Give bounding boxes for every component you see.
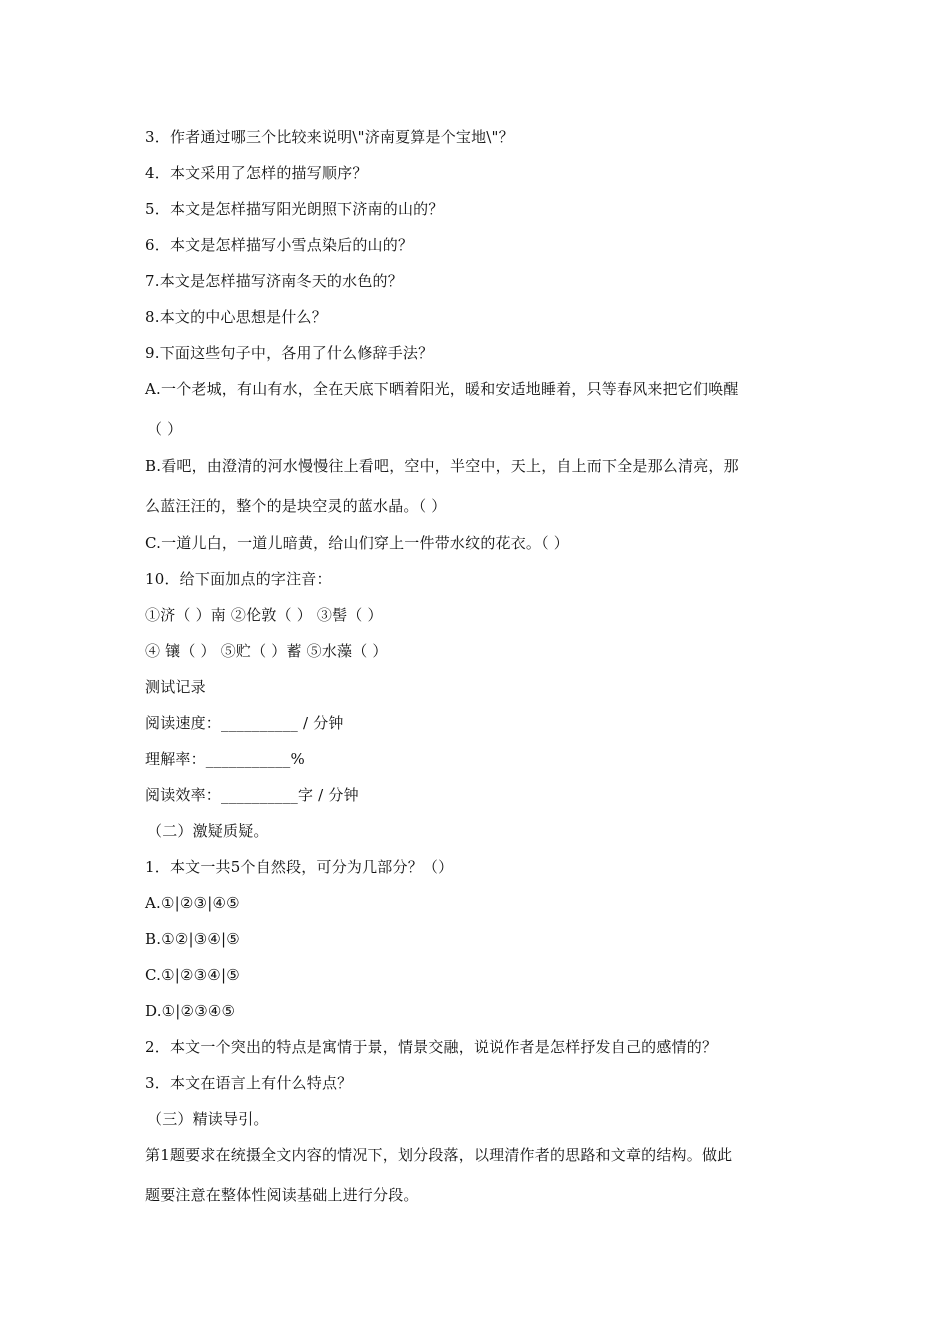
question-4: 4．本文采用了怎样的描写顺序？ <box>145 164 368 182</box>
pinyin-row-1: ①济（ ）南 ②伦敦（ ） ③髻（ ） <box>145 606 383 624</box>
choice-a: A.①|②③|④⑤ <box>145 894 240 912</box>
pinyin-row-2: ④ 镶（ ） ⑤贮（ ）蓄 ⑤水藻（ ） <box>145 642 388 660</box>
choice-b: B.①②|③④|⑤ <box>145 930 240 948</box>
question-6: 6．本文是怎样描写小雪点染后的山的？ <box>145 236 414 254</box>
option-a-blank: （ ） <box>147 420 183 438</box>
question-8: 8.本文的中心思想是什么？ <box>145 308 327 326</box>
reading-speed: 阅读速度：__________ / 分钟 <box>145 714 344 732</box>
question-9: 9.下面这些句子中，各用了什么修辞手法？ <box>145 344 434 362</box>
test-record-heading: 测试记录 <box>145 678 206 696</box>
question-2-emotion: 2．本文一个突出的特点是寓情于景，情景交融，说说作者是怎样抒发自己的感情的？ <box>145 1038 718 1056</box>
choice-d: D.①|②③④⑤ <box>145 1002 236 1020</box>
guide-line-2: 题要注意在整体性阅读基础上进行分段。 <box>145 1186 419 1204</box>
option-c-text: C.一道儿白，一道儿暗黄，给山们穿上一件带水纹的花衣。（ ） <box>145 534 569 552</box>
question-3-language: 3．本文在语言上有什么特点？ <box>145 1074 353 1092</box>
question-5: 5．本文是怎样描写阳光朗照下济南的山的？ <box>145 200 444 218</box>
question-7: 7.本文是怎样描写济南冬天的水色的？ <box>145 272 403 290</box>
option-c <box>145 533 569 553</box>
question-10: 10．给下面加点的字注音： <box>145 570 332 588</box>
choice-c: C.①|②③④|⑤ <box>145 966 240 984</box>
option-b-line-2: 么蓝汪汪的，整个的是块空灵的蓝水晶。（ ） <box>145 497 447 515</box>
question-3: 3．作者通过哪三个比较来说明\"济南夏算是个宝地\"？ <box>145 128 514 146</box>
guide-line-1: 第1题要求在统摄全文内容的情况下，划分段落，以理清作者的思路和文章的结构。做此 <box>145 1146 733 1164</box>
question-1-part: 1．本文一共5个自然段，可分为几部分？（） <box>145 858 454 876</box>
reading-efficiency: 阅读效率：__________字 / 分钟 <box>145 786 359 804</box>
section-2-heading: （二）激疑质疑。 <box>147 822 269 840</box>
comprehension-rate: 理解率：___________% <box>145 750 305 768</box>
option-b-line-1: B.看吧，由澄清的河水慢慢往上看吧，空中，半空中，天上，自上而下全是那么清亮，那 <box>145 457 739 475</box>
option-a-line-1: A.一个老城，有山有水，全在天底下晒着阳光，暖和安适地睡着，只等春风来把它们唤醒 <box>145 380 739 398</box>
section-3-heading: （三）精读导引。 <box>147 1110 269 1128</box>
